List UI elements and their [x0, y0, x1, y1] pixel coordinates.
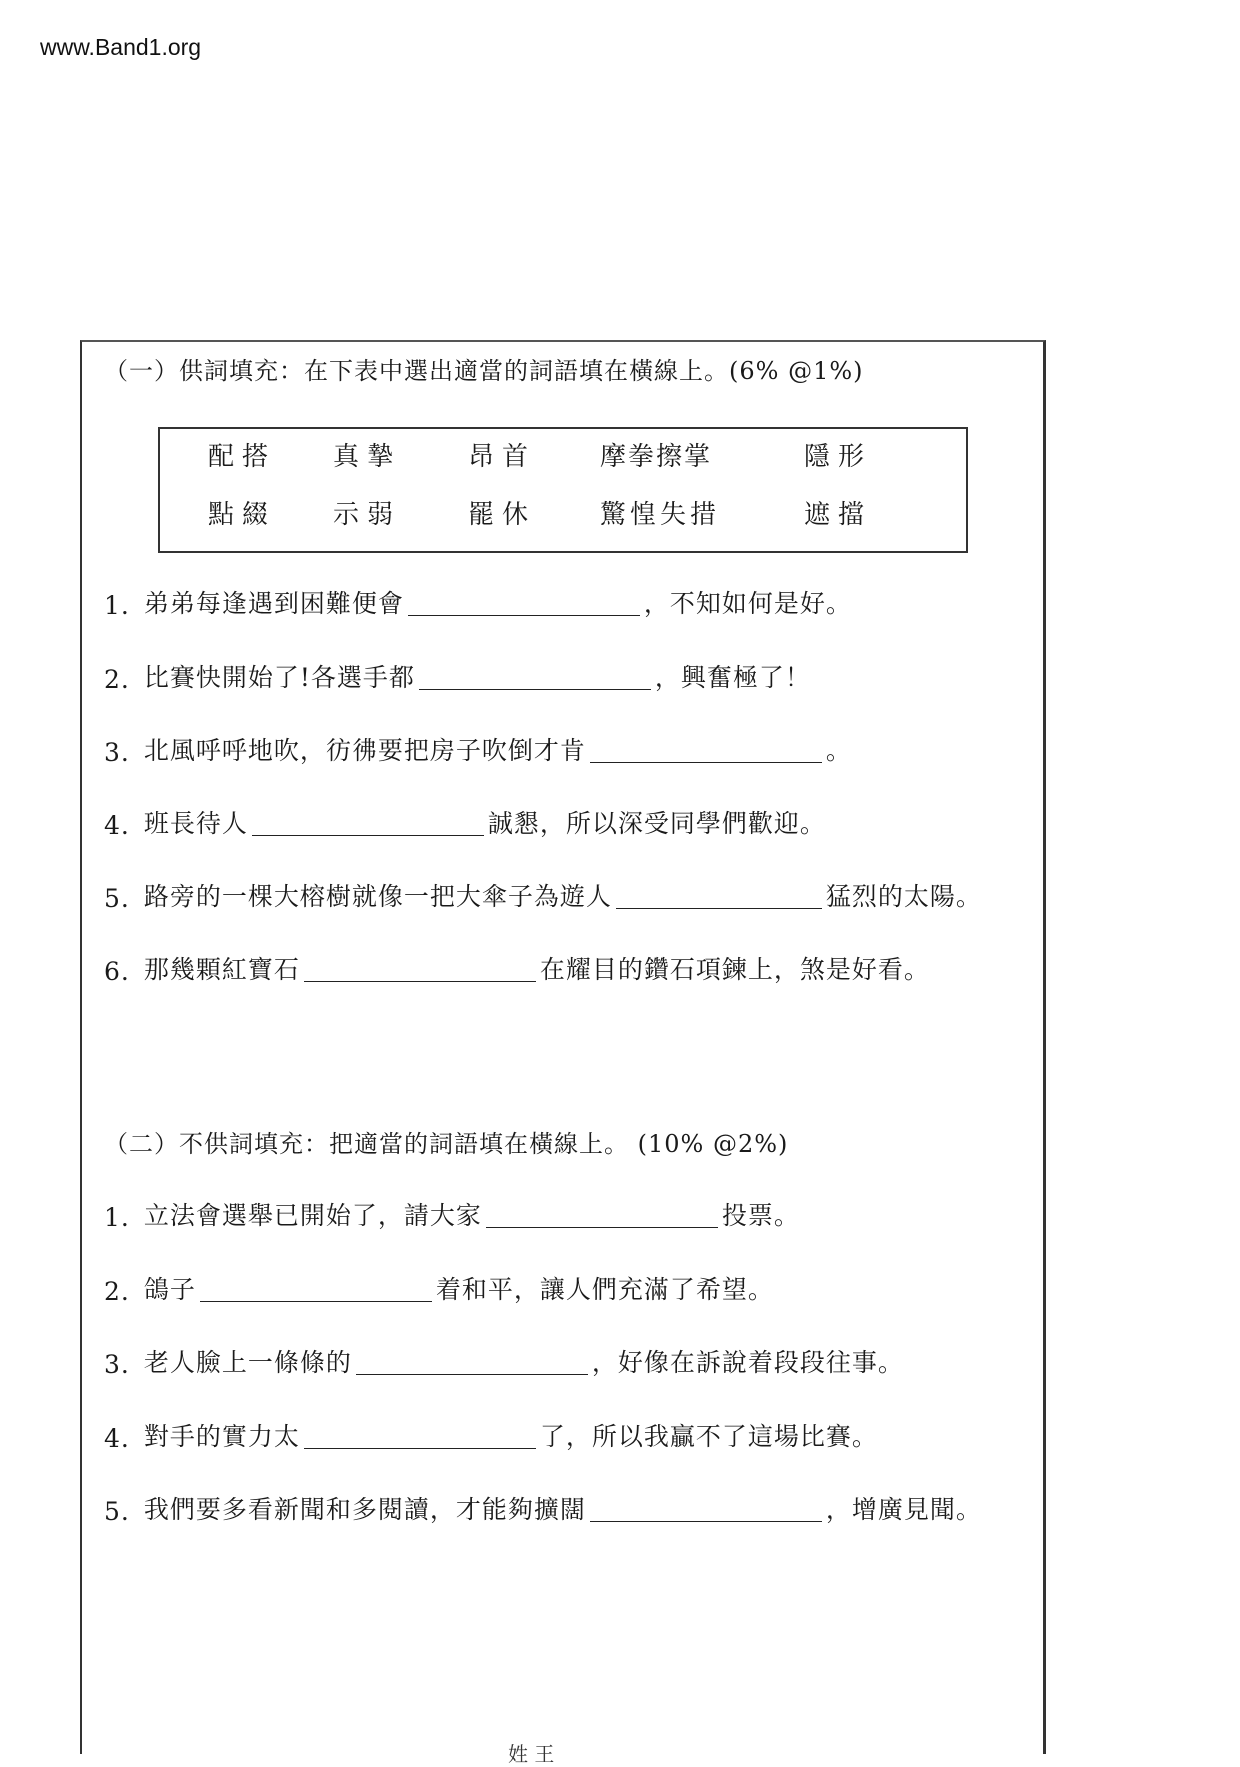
answer-blank[interactable]	[419, 688, 651, 690]
question-number: 2.	[104, 665, 130, 694]
answer-blank[interactable]	[252, 834, 484, 836]
question-row	[104, 877, 982, 913]
question-text-before: 我們要多看新聞和多閱讀，才能夠擴闊	[143, 1495, 586, 1524]
question-text-before: 鴿子	[143, 1275, 196, 1304]
answer-blank[interactable]	[590, 1520, 822, 1522]
question-number: 1.	[104, 1203, 130, 1232]
word-bank-item: 示弱	[333, 500, 402, 530]
word-bank-item: 摩拳擦掌	[600, 442, 713, 472]
question-text-after: 着和平，讓人們充滿了希望。	[435, 1275, 774, 1304]
question-text-before: 班長待人	[143, 809, 248, 838]
question-number: 5.	[104, 1497, 130, 1526]
answer-blank[interactable]	[590, 761, 822, 763]
question-row	[104, 584, 852, 620]
site-watermark: www.Band1.org	[40, 34, 202, 60]
word-bank-item: 隱形	[804, 442, 873, 472]
question-text-before: 對手的實力太	[143, 1422, 300, 1451]
question-text-after: 。	[825, 736, 852, 765]
footer-mark: 姓 王	[508, 1742, 555, 1766]
question-text-before: 路旁的一棵大榕樹就像一把大傘子為遊人	[143, 882, 612, 911]
answer-blank[interactable]	[408, 614, 640, 616]
question-text-before: 北風呼呼地吹，彷彿要把房子吹倒才肯	[143, 736, 586, 765]
answer-blank[interactable]	[304, 1447, 536, 1449]
word-bank-item: 罷休	[468, 500, 537, 530]
question-number: 3.	[104, 1350, 130, 1379]
question-number: 4.	[104, 811, 130, 840]
question-number: 2.	[104, 1277, 130, 1306]
question-row	[104, 1196, 800, 1232]
question-text-after: 猛烈的太陽。	[825, 882, 982, 911]
word-bank-item: 配搭	[208, 442, 277, 472]
question-number: 6.	[104, 957, 130, 986]
question-row	[104, 1343, 904, 1379]
answer-blank[interactable]	[616, 907, 822, 909]
question-text-after: ，增廣見聞。	[825, 1495, 982, 1524]
question-text-before: 那幾顆紅寶石	[143, 955, 300, 984]
question-text-after: 投票。	[721, 1201, 800, 1230]
word-bank-item: 驚惶失措	[600, 500, 721, 530]
question-number: 4.	[104, 1424, 130, 1453]
question-text-after: ，好像在訴說着段段往事。	[591, 1348, 904, 1377]
question-text-before: 立法會選舉已開始了，請大家	[143, 1201, 482, 1230]
question-row	[104, 804, 826, 840]
answer-blank[interactable]	[200, 1300, 432, 1302]
question-number: 3.	[104, 738, 130, 767]
question-text-after: ，興奮極了！	[654, 663, 811, 692]
question-text-before: 比賽快開始了!各選手都	[143, 663, 415, 692]
question-row	[104, 950, 930, 986]
answer-blank[interactable]	[356, 1373, 588, 1375]
question-row	[104, 731, 852, 767]
question-row	[104, 658, 811, 694]
word-bank-item: 昂首	[468, 442, 537, 472]
question-text-before: 弟弟每逢遇到困難便會	[143, 589, 404, 618]
question-row	[104, 1417, 878, 1453]
question-number: 5.	[104, 884, 130, 913]
word-bank-item: 真摯	[333, 442, 402, 472]
question-row	[104, 1270, 774, 1306]
question-text-before: 老人臉上一條條的	[143, 1348, 352, 1377]
question-text-after: 在耀目的鑽石項鍊上，煞是好看。	[539, 955, 930, 984]
question-text-after: 誠懇，所以深受同學們歡迎。	[487, 809, 826, 838]
section2-heading: （二）不供詞填充：把適當的詞語填在橫線上。 (10% @2%)	[104, 1130, 789, 1158]
answer-blank[interactable]	[304, 980, 536, 982]
question-number: 1.	[104, 591, 130, 620]
word-bank-item: 點綴	[208, 500, 277, 530]
word-bank-item: 遮擋	[804, 500, 873, 530]
answer-blank[interactable]	[486, 1226, 718, 1228]
question-text-after: ，不知如何是好。	[643, 589, 852, 618]
section1-heading: （一）供詞填充：在下表中選出適當的詞語填在橫線上。(6% @1%)	[104, 357, 864, 385]
question-text-after: 了，所以我贏不了這場比賽。	[539, 1422, 878, 1451]
question-row	[104, 1490, 982, 1526]
